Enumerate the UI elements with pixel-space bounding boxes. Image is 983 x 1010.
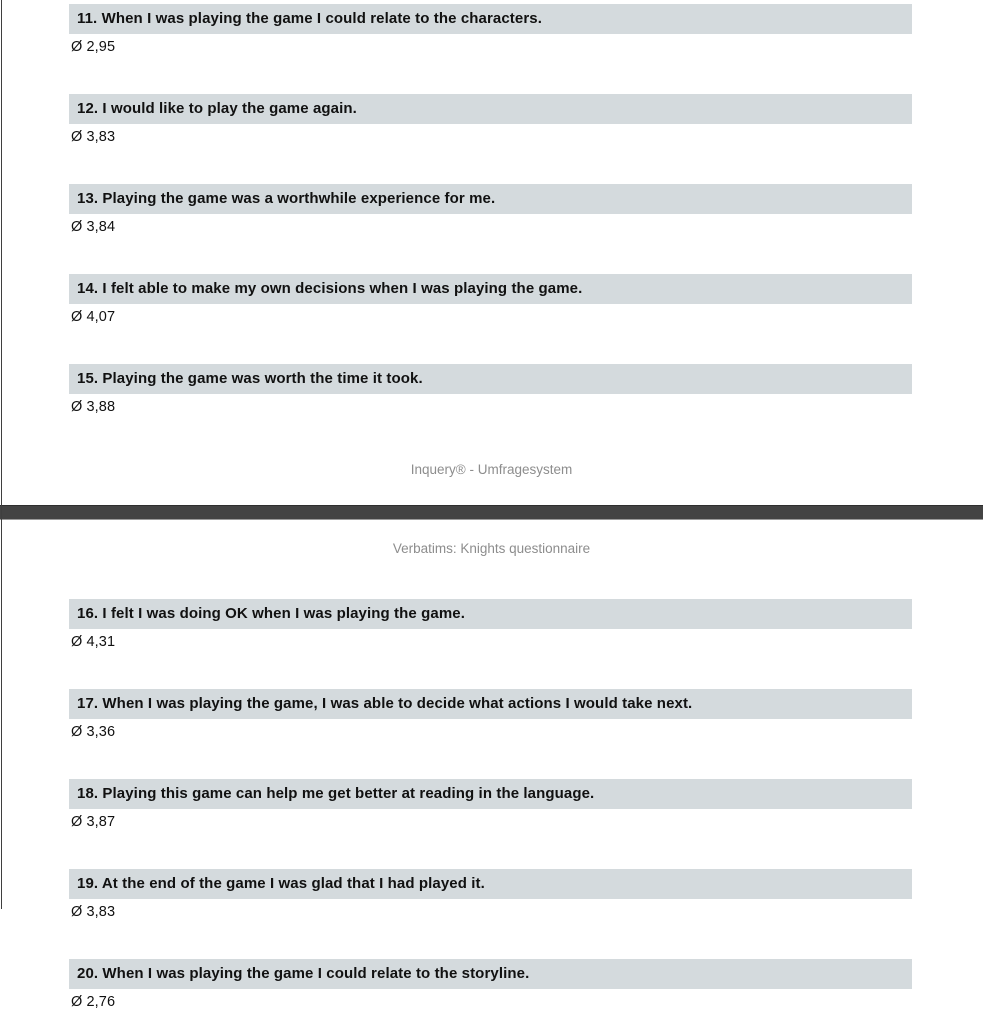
question-average: Ø 3,83 (71, 129, 116, 145)
question-average: Ø 3,88 (71, 399, 116, 415)
question-block (69, 779, 912, 830)
page2-content (0, 599, 983, 1010)
question-block (69, 94, 912, 145)
question-label: 15. Playing the game was worth the time it took. (69, 364, 912, 394)
page-footer-note: Inquery® - Umfragesystem (410, 462, 573, 477)
question-average: Ø 3,84 (71, 219, 116, 235)
question-label: 18. Playing this game can help me get better at reading in the language. (69, 779, 912, 809)
question-average: Ø 3,83 (71, 904, 116, 920)
question-label: 11. When I was playing the game I could relate to the characters. (69, 4, 912, 34)
question-label: 12. I would like to play the game again. (69, 94, 912, 124)
question-block (69, 4, 912, 55)
page1-content (0, 4, 983, 415)
question-block (69, 364, 912, 415)
question-average: Ø 4,31 (71, 634, 116, 650)
question-block (69, 274, 912, 325)
question-average: Ø 4,07 (71, 309, 116, 325)
question-average: Ø 2,95 (71, 39, 116, 55)
page-edge-rule (1, 0, 2, 909)
question-average: Ø 3,87 (71, 814, 116, 830)
page1-bottom-spacer (0, 477, 983, 505)
report-page-1 (0, 0, 983, 477)
question-label: 13. Playing the game was a worthwhile experience for me. (69, 184, 912, 214)
question-block (69, 599, 912, 650)
question-block (69, 959, 912, 1010)
question-block (69, 184, 912, 235)
question-label: 19. At the end of the game I was glad that I had played it. (69, 869, 912, 899)
question-label: 14. I felt able to make my own decisions when I was playing the game. (69, 274, 912, 304)
question-label: 17. When I was playing the game, I was able to decide what actions I would take next. (69, 689, 912, 719)
question-block (69, 869, 912, 920)
question-label: 16. I felt I was doing OK when I was playing the game. (69, 599, 912, 629)
question-block (69, 689, 912, 740)
page-header-note: Verbatims: Knights questionnaire (392, 541, 591, 556)
question-average: Ø 3,36 (71, 724, 116, 740)
page2-header-gap (0, 556, 983, 599)
report-page-2 (0, 520, 983, 1010)
question-average: Ø 2,76 (71, 994, 116, 1010)
page-break-separator (0, 505, 983, 520)
question-label: 20. When I was playing the game I could relate to the storyline. (69, 959, 912, 989)
